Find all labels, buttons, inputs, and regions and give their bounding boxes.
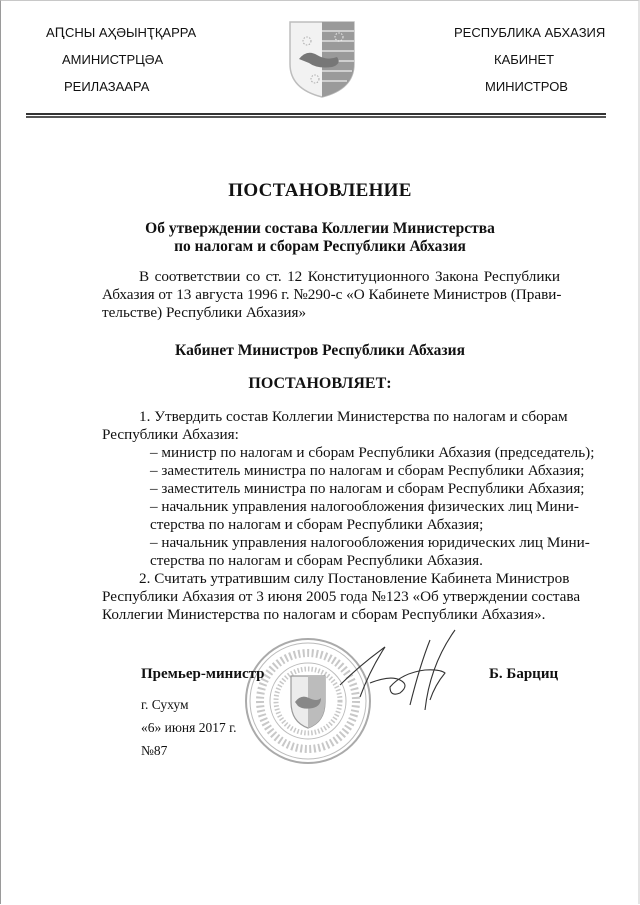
header-right-line-2: КАБИНЕТ bbox=[494, 52, 555, 67]
subject-line-1: Об утверждении состава Коллегии Министерства bbox=[145, 220, 495, 237]
member-item: – заместитель министра по налогам и сборам Республики Абхазия; bbox=[150, 462, 585, 479]
item2-line-2: Республики Абхазия от 3 июня 2005 года №123 «Об утверждении состава bbox=[102, 588, 581, 605]
subject-line-2: по налогам и сборам Республики Абхазия bbox=[174, 238, 466, 255]
header-divider-2 bbox=[26, 116, 606, 118]
document-number: №87 bbox=[141, 743, 168, 758]
preamble-line-1: В соответствии со ст. 12 Конституционного Закона Республики bbox=[139, 268, 560, 285]
signing-date: «6» июня 2017 г. bbox=[141, 720, 237, 735]
header-right-line-1: РЕСПУБЛИКА АБХАЗИЯ bbox=[454, 25, 606, 40]
document-type-title: ПОСТАНОВЛЕНИЕ bbox=[228, 180, 412, 201]
member-item: – заместитель министра по налогам и сборам Республики Абхазия; bbox=[150, 480, 585, 497]
item1-line-1: 1. Утвердить состав Коллегии Министерства по налогам и сборам bbox=[139, 408, 568, 425]
signatory-name: Б. Барциц bbox=[489, 666, 559, 682]
member-item: стерства по налогам и сборам Республики Абхазия; bbox=[150, 516, 484, 533]
header-left-line-1: АԤСНЫ АҲӘЫНҬҚАРРА bbox=[46, 25, 197, 40]
member-item: – министр по налогам и сборам Республики Абхазия (председатель); bbox=[150, 444, 595, 461]
member-item: – начальник управления налогообложения физических лиц Мини- bbox=[150, 498, 579, 515]
header-divider bbox=[26, 113, 606, 115]
item2-line-1: 2. Считать утратившим силу Постановление Кабинета Министров bbox=[139, 570, 570, 587]
item2-line-3: Коллегии Министерства по налогам и сборам Республики Абхазия». bbox=[102, 606, 546, 623]
signatory-position: Премьер-министр bbox=[141, 666, 265, 682]
preamble-line-3: тельстве) Республики Абхазия» bbox=[102, 304, 307, 321]
member-item: – начальник управления налогообложения юридических лиц Мини- bbox=[150, 534, 590, 551]
member-item: стерства по налогам и сборам Республики Абхазия. bbox=[150, 552, 483, 569]
preamble-line-2: Абхазия от 13 августа 1996 г. №290-с «О Кабинете Министров (Прави- bbox=[102, 286, 562, 303]
header-left-line-3: РЕИЛАЗААРА bbox=[64, 79, 150, 94]
signature-icon bbox=[330, 625, 470, 715]
coat-of-arms-icon bbox=[287, 19, 357, 99]
header-right-line-3: МИНИСТРОВ bbox=[485, 79, 568, 94]
decree-word: ПОСТАНОВЛЯЕТ: bbox=[248, 375, 392, 392]
authority-line: Кабинет Министров Республики Абхазия bbox=[175, 342, 465, 359]
header-left-line-2: АМИНИСТРЦӘА bbox=[62, 52, 164, 67]
item1-line-2: Республики Абхазия: bbox=[102, 426, 239, 443]
place-of-signing: г. Сухум bbox=[141, 697, 189, 712]
